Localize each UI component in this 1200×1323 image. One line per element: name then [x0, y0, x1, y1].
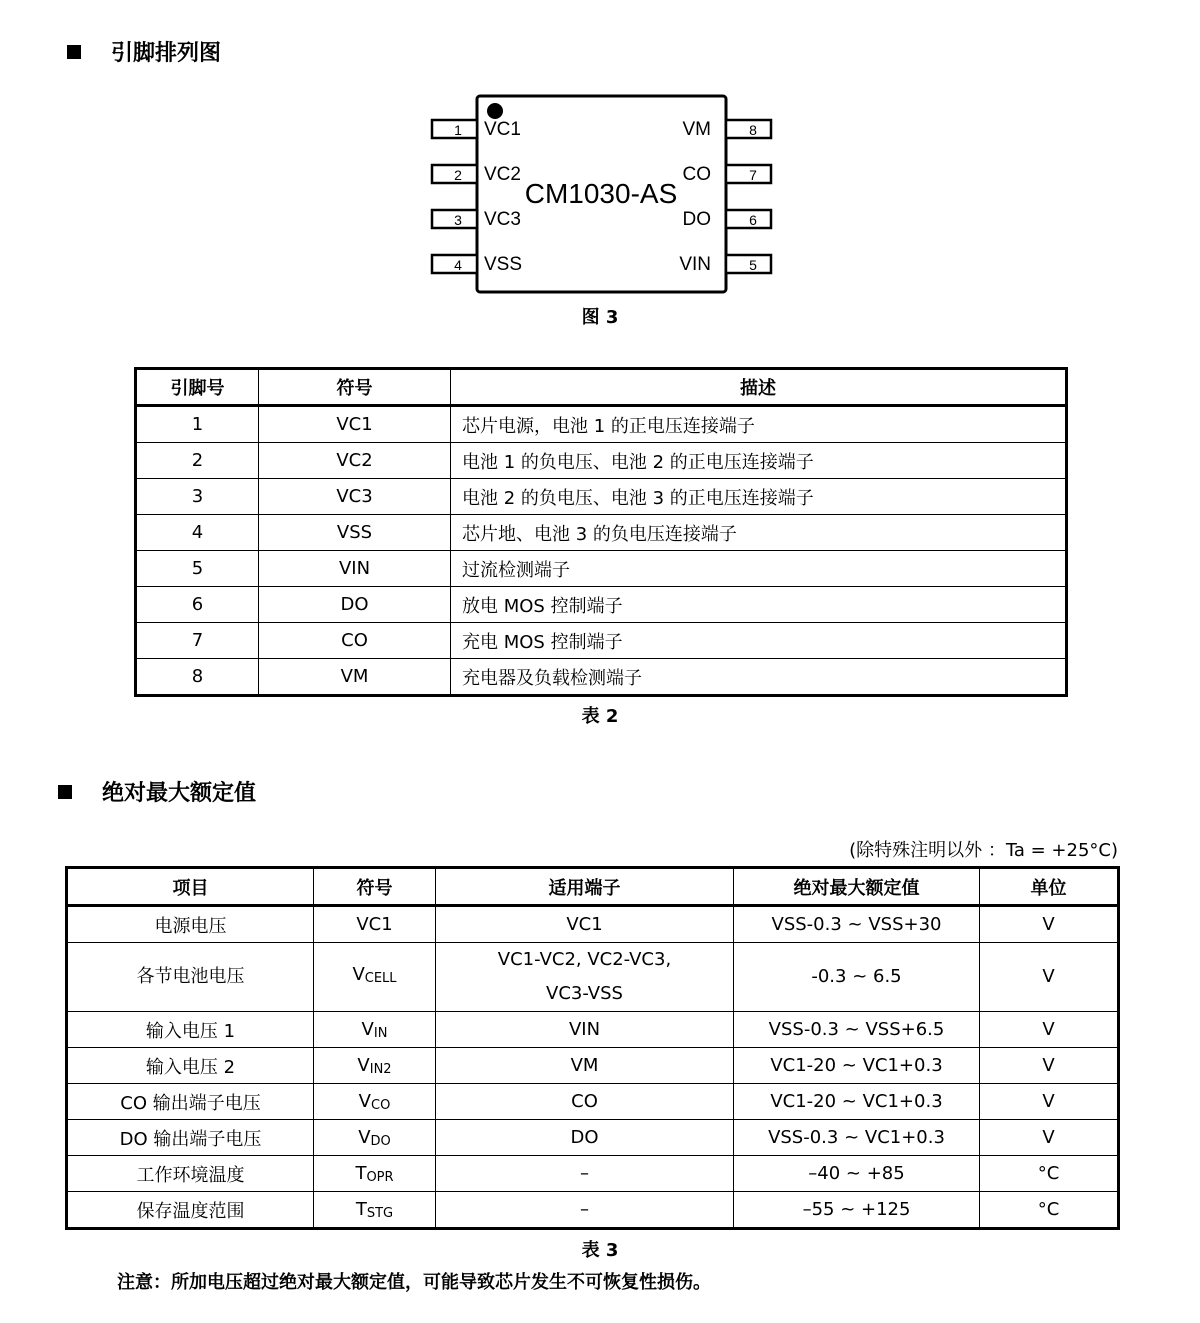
- symbol-text: V: [358, 1090, 371, 1112]
- pin-number: 7: [749, 167, 757, 183]
- table-row: [67, 1012, 1119, 1048]
- cell-symbol: [314, 1192, 436, 1229]
- table-row: [136, 623, 1067, 659]
- cell-pin-number: 3: [136, 479, 259, 515]
- table-header-row: [67, 868, 1119, 906]
- cell-item: 电源电压: [67, 906, 314, 943]
- cell-pins: [436, 1120, 734, 1156]
- cell-symbol: CO: [259, 623, 451, 659]
- cell-item: 保存温度范围: [67, 1192, 314, 1229]
- section-heading-abs-max: [58, 776, 256, 807]
- cell-symbol: VSS: [259, 515, 451, 551]
- cell-pins: [436, 1192, 734, 1229]
- symbol-subscript: IN: [373, 1025, 388, 1041]
- pins-text: VIN: [568, 1019, 601, 1040]
- cell-symbol: [314, 1084, 436, 1120]
- pins-text: VM: [570, 1055, 599, 1076]
- cell-unit: °C: [980, 1156, 1119, 1192]
- symbol-subscript: CELL: [364, 971, 397, 986]
- cell-pins: [436, 1084, 734, 1120]
- pin-description-table: [134, 367, 1068, 697]
- cell-rating: VSS-0.3 ~ VSS+6.5: [734, 1012, 980, 1048]
- pins-text: VC1: [566, 914, 603, 935]
- cell-symbol: [314, 943, 436, 1012]
- pin-label: VSS: [484, 254, 523, 275]
- cell-pin-number: 6: [136, 587, 259, 623]
- symbol-text: V: [361, 1018, 374, 1040]
- cell-unit: V: [980, 906, 1119, 943]
- cell-pins: [436, 1156, 734, 1192]
- pins-text: DO: [570, 1127, 599, 1148]
- cell-pin-number: 5: [136, 551, 259, 587]
- cell-description: 电池 1 的负电压、电池 2 的正电压连接端子: [451, 443, 1067, 479]
- cell-item: 输入电压 1: [67, 1012, 314, 1048]
- cell-pins: [436, 906, 734, 943]
- table-row: [136, 515, 1067, 551]
- pin-label: VC3: [484, 209, 521, 230]
- cell-symbol: VC3: [259, 479, 451, 515]
- cell-symbol: VIN: [259, 551, 451, 587]
- cell-pin-number: 8: [136, 659, 259, 696]
- cell-item: DO 输出端子电压: [67, 1120, 314, 1156]
- table-row: [136, 443, 1067, 479]
- chip-pinout-diagram: [425, 90, 785, 300]
- table-row: [67, 1048, 1119, 1084]
- cell-description: 芯片电源，电池 1 的正电压连接端子: [451, 406, 1067, 443]
- pins-text-line2: VC3-VSS: [546, 983, 623, 1004]
- pin-label: VC1: [484, 119, 521, 140]
- cell-pin-number: 1: [136, 406, 259, 443]
- symbol-text: V: [358, 1126, 371, 1148]
- pins-text: –: [580, 1199, 589, 1220]
- header-pins: 适用端子: [436, 868, 734, 906]
- cell-description: 充电 MOS 控制端子: [451, 623, 1067, 659]
- header-item: 项目: [67, 868, 314, 906]
- cell-description: 过流检测端子: [451, 551, 1067, 587]
- symbol-subscript: IN2: [369, 1061, 392, 1077]
- symbol-subscript: OPR: [366, 1169, 394, 1185]
- cell-rating: VC1-20 ~ VC1+0.3: [734, 1084, 980, 1120]
- abs-max-ratings-table: [65, 866, 1120, 1230]
- section-heading-pinout: [67, 36, 221, 67]
- cell-description: 充电器及负载检测端子: [451, 659, 1067, 696]
- pin-label: CO: [682, 164, 711, 185]
- cell-symbol: VM: [259, 659, 451, 696]
- table-row: [67, 1120, 1119, 1156]
- section-title: 引脚排列图: [111, 41, 222, 66]
- square-bullet-icon: [67, 45, 81, 59]
- cell-symbol: VC2: [259, 443, 451, 479]
- table2-caption: 表 2: [581, 706, 619, 727]
- cell-pins: [436, 1048, 734, 1084]
- cell-rating: -0.3 ~ 6.5: [734, 943, 980, 1012]
- cell-unit: V: [980, 1048, 1119, 1084]
- pin1-dot-icon: [487, 103, 503, 119]
- pin-label: VC2: [484, 164, 521, 185]
- pin-number: 6: [749, 212, 757, 228]
- header-symbol: 符号: [259, 369, 451, 406]
- cell-description: 电池 2 的负电压、电池 3 的正电压连接端子: [451, 479, 1067, 515]
- table-row: [136, 479, 1067, 515]
- pins-text: –: [580, 1163, 589, 1184]
- symbol-text: V: [357, 1054, 370, 1076]
- cell-unit: V: [980, 943, 1119, 1012]
- square-bullet-icon: [58, 785, 72, 799]
- cell-pin-number: 4: [136, 515, 259, 551]
- symbol-subscript: STG: [366, 1205, 394, 1221]
- symbol-text: V: [352, 964, 365, 985]
- cell-symbol: [314, 1120, 436, 1156]
- pin-label: VM: [682, 119, 711, 140]
- pin-number: 3: [454, 212, 462, 228]
- cell-rating: VSS-0.3 ~ VC1+0.3: [734, 1120, 980, 1156]
- cell-unit: V: [980, 1012, 1119, 1048]
- cell-symbol: [314, 1156, 436, 1192]
- cell-symbol: [314, 1048, 436, 1084]
- cell-item: CO 输出端子电压: [67, 1084, 314, 1120]
- cell-pins: [436, 943, 734, 1012]
- cell-rating: VSS-0.3 ~ VSS+30: [734, 906, 980, 943]
- table-row: [67, 1192, 1119, 1229]
- pin-label: DO: [682, 209, 711, 230]
- cell-symbol: DO: [259, 587, 451, 623]
- table-header-row: [136, 369, 1067, 406]
- table3-caption: 表 3: [581, 1240, 619, 1261]
- pin-number: 5: [749, 257, 757, 273]
- symbol-subscript: CO: [371, 1097, 391, 1113]
- section-title: 绝对最大额定值: [102, 781, 257, 806]
- cell-unit: V: [980, 1120, 1119, 1156]
- cell-rating: –55 ~ +125: [734, 1192, 980, 1229]
- pin-number: 2: [454, 167, 462, 183]
- header-pin-number: 引脚号: [136, 369, 259, 406]
- warning-note: 注意：所加电压超过绝对最大额定值，可能导致芯片发生不可恢复性损伤。: [117, 1272, 711, 1293]
- pins-text: VC1-VC2, VC2-VC3,: [497, 949, 672, 970]
- table-row: [67, 906, 1119, 943]
- symbol-text: VC1: [356, 914, 393, 935]
- condition-note: (除特殊注明以外 ：Ta = +25°C): [849, 840, 1118, 861]
- table-row: [67, 943, 1119, 1012]
- pin-number: 1: [454, 122, 462, 138]
- pins-text: CO: [571, 1091, 598, 1112]
- figure-caption: 图 3: [581, 307, 619, 328]
- chip-name: CM1030-AS: [524, 178, 678, 209]
- cell-unit: V: [980, 1084, 1119, 1120]
- cell-description: 放电 MOS 控制端子: [451, 587, 1067, 623]
- cell-pin-number: 2: [136, 443, 259, 479]
- cell-item: 工作环境温度: [67, 1156, 314, 1192]
- table-row: [67, 1156, 1119, 1192]
- table-row: [136, 406, 1067, 443]
- table-row: [136, 551, 1067, 587]
- cell-description: 芯片地、电池 3 的负电压连接端子: [451, 515, 1067, 551]
- pin-number: 4: [454, 257, 462, 273]
- symbol-text: T: [355, 1162, 367, 1184]
- cell-symbol: [314, 1012, 436, 1048]
- pin-label: VIN: [679, 254, 711, 275]
- pin-number: 8: [749, 122, 757, 138]
- cell-item: 输入电压 2: [67, 1048, 314, 1084]
- cell-rating: –40 ~ +85: [734, 1156, 980, 1192]
- table-row: [136, 659, 1067, 696]
- cell-unit: °C: [980, 1192, 1119, 1229]
- header-rating: 绝对最大额定值: [734, 868, 980, 906]
- cell-symbol: [314, 906, 436, 943]
- cell-rating: VC1-20 ~ VC1+0.3: [734, 1048, 980, 1084]
- table-row: [136, 587, 1067, 623]
- cell-item: 各节电池电压: [67, 943, 314, 1012]
- header-unit: 单位: [980, 868, 1119, 906]
- symbol-text: T: [355, 1198, 367, 1220]
- cell-pins: [436, 1012, 734, 1048]
- header-description: 描述: [451, 369, 1067, 406]
- symbol-subscript: DO: [370, 1133, 391, 1149]
- header-symbol: 符号: [314, 868, 436, 906]
- cell-symbol: VC1: [259, 406, 451, 443]
- cell-pin-number: 7: [136, 623, 259, 659]
- table-row: [67, 1084, 1119, 1120]
